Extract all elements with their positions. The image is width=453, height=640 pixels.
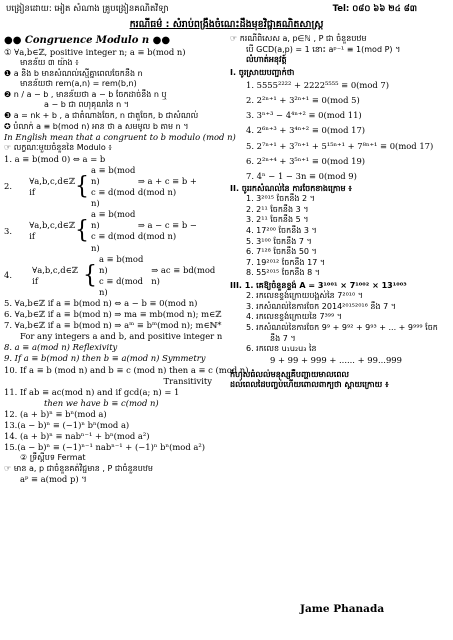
english-meaning-line: In English mean that a congruent to b modulo (mod n) [4, 132, 236, 143]
condition-top: a ≡ b(mod n) [91, 164, 136, 186]
phone-number: Tel: ០៨០ ៦៦ ២៤ ៨៣ [332, 4, 417, 14]
property-13: 13.(a − b)ⁿ ≡ (−1)ⁿ bⁿ(mod a) [4, 420, 130, 430]
property-10-transitive: 10. If a ≡ b (mod n) and b ≡ c (mod n) then a ≡ c (mod n) [4, 364, 249, 375]
property-premise: ∀a,b,c,d∈ℤ if [29, 220, 75, 242]
left-brace-icon: { [75, 217, 89, 245]
exercise-2-3: 3. 2¹¹ ចែកនឹង 5 ។ [246, 215, 309, 225]
property-8-reflexivity: 8. a ≡ a(mod n) Reflexivity [4, 342, 118, 353]
property-1: 1. a ≡ b(mod 0) ⇔ a = b [4, 153, 106, 164]
property-premise: ∀a,b,c,d∈ℤ if [29, 175, 75, 198]
property-14: 14. (a + b)ⁿ ≡ nabⁿ⁻¹ + bⁿ(mod a²) [4, 431, 150, 442]
exercise-3-6-sum: 9 + 99 + 999 + ...... + 99...999 [270, 354, 402, 365]
exercise-3-6: 6. រកលេខ u₁u₂u₃ នៃ [246, 344, 317, 354]
exercises-heading: លំហាត់អនុវត្ត៍ [246, 55, 287, 65]
property-2 [4, 165, 222, 209]
page-title [0, 18, 453, 32]
section-title-congruence: ●● Congruence Modulo n ●● [4, 35, 171, 46]
read-as-line: ✪ បំលាក់ a ≡ b(mod n) អាន ថា a សមមូល b តាម n ។ [4, 121, 189, 131]
meaning-2-cont-line: a − b ជា ពហុគុណនៃ n ។ [44, 100, 130, 110]
closing-quote-2: ដល់ពេលដៃបញ្ចប់ហើយពោលពាក្យថា ស្តាយក្រោយ ៖ [230, 380, 389, 390]
property-6: 6. ∀a,b∈ℤ if a ≡ b(mod n) ⇒ ma ≡ mb(mod n); m∈ℤ [4, 309, 222, 320]
exercise-3-2: 2. រកលេខខ្ទង់ក្រោយបង្អស់នៃ 7²⁰¹⁰ ។ [246, 291, 364, 301]
fermat-little-line: បើ GCD(a,p) = 1 នោះ aᵖ⁻¹ ≡ 1(mod P) ។ [246, 44, 401, 54]
exercise-1-1: 1. 5555²²²² + 2222⁵⁵⁵⁵ ≡ 0(mod 7) [246, 80, 390, 91]
property-5: 5. ∀a,b∈ℤ if a ≡ b(mod n) ⇔ a − b ≡ 0(mod n) [4, 297, 198, 308]
section-1-heading: I. ចូរស្រាយបញ្ជាក់ថា [230, 67, 295, 77]
exercise-2-1: 1. 3²⁰¹⁵ ចែកនឹង 2 ។ [246, 194, 315, 204]
property-conditions [99, 254, 151, 298]
property-3 [4, 209, 222, 253]
left-column [4, 34, 249, 485]
condition-top: a ≡ b(mod n) [99, 253, 144, 275]
condition-bottom: c ≡ d(mod n) [99, 275, 144, 297]
left-brace-icon: { [83, 261, 98, 289]
properties-heading: ☞ លក្ខណៈមួយចំនួននៃ Modulo ៖ [4, 143, 112, 153]
section-2-heading: II. ចូររកសំណល់នៃ ការចែកខាងក្រោម ៖ [230, 183, 352, 193]
section-3-heading: III. 1. គេឱ្យចំនួនខ្ទង់ A = 3¹⁰⁰¹ × 7¹⁰⁰² × 13¹⁰⁰³ [230, 280, 407, 290]
exercise-2-6: 6. 7¹²⁸ ចែកនឹង 50 ។ [246, 247, 317, 257]
meaning-3-line: ❸ a = nk + b , a ជាតំណាងចែក, n ជាតួចែក, b ជាសំណល់ [4, 111, 199, 121]
property-premise: ∀a,b,c,d∈ℤ if [32, 264, 78, 286]
property-conclusion: ⇒ a − c ≡ b − d(mod n) [137, 220, 197, 242]
exercise-1-2: 2. 2²ⁿ⁺¹ + 3²ⁿ⁺¹ ≡ 0(mod 5) [246, 95, 360, 106]
property-15: 15.(a − b)ⁿ ≡ (−1)ⁿ⁻¹ nabⁿ⁻¹ + (−1)ⁿ bⁿ(mod a²) [4, 442, 205, 453]
property-7: 7. ∀a,b∈ℤ if a ≡ b(mod n) ⇒ aᵐ ≡ bᵐ(mod n); m∈ℕ* [4, 320, 222, 331]
meaning-1-rem-line: មានន័យថា rem(a,n) = rem(b,n) [20, 79, 137, 89]
special-case-line: ☞ ករណីពិសេស a, p∈ℕ , P ជា ចំនួនបឋម [230, 34, 367, 43]
condition-top: a ≡ b(mod n) [91, 209, 136, 231]
property-conclusion: ⇒ a + c ≡ b + d(mod n) [137, 175, 197, 198]
exercise-1-6: 6. 2²ⁿ⁺⁴ + 3⁵ⁿ⁺¹ ≡ 0(mod 19) [246, 155, 366, 166]
fermat-statement: ☞ មាន a, p ជាចំនួនគត់វិជ្ជមាន , P ជាចំនួនបឋម [4, 463, 153, 473]
meaning-2-line: ❷ n / a − b , មានន័យថា a − b ចែកដាច់នឹង n ឬ [4, 89, 167, 99]
exercise-2-8: 8. 55²⁰¹⁵ ចែកនឹង 8 ។ [246, 268, 321, 278]
exercise-1-4: 4. 2⁶ⁿ⁺³ + 3⁴ⁿ⁺² ≡ 0(mod 17) [246, 125, 366, 136]
exercise-3-3: 3. រកសំណល់នៃការចែក 2014²⁰¹⁵²⁰¹⁶ នឹង 7 ។ [246, 301, 396, 311]
property-number: 2. [4, 181, 12, 192]
exercise-3-5: 5. រកសំណល់នៃការចែក 9⁹ + 9⁹² + 9⁹³ + ... + 9⁹⁹⁹ ចែក [246, 322, 438, 332]
property-11-conclusion: then we have b ≡ c(mod n) [44, 397, 159, 408]
property-4 [4, 254, 222, 298]
exercise-2-2: 2. 2¹¹ ចែកនឹង 3 ។ [246, 204, 309, 214]
property-11: 11. If ab ≡ ac(mod n) and if gcd(a; n) = 1 [4, 386, 180, 397]
teacher-credit: បង្រៀនដោយ: អៀត សំណាង គ្រូបង្រៀនគណិតវិទ្យា [6, 4, 169, 14]
transitivity-label: Transitivity [163, 375, 212, 386]
closing-quote-1: កំហុសធំលល់មនុស្សគឺបញ្ហាយមាលពេល [230, 369, 350, 379]
page-header [6, 4, 447, 18]
property-conditions [91, 209, 138, 253]
exercise-1-7: 7. 4ⁿ − 1 − 3n ≡ 0(mod 9) [246, 170, 357, 181]
definition-line: ① ∀a,b∈ℤ, positive integer n; a ≡ b(mod n) [4, 47, 186, 58]
left-brace-icon: { [75, 172, 89, 201]
fermat-theorem-heading: ② ទ្រឹស្តីបទ Fermat [20, 453, 86, 463]
property-conditions [91, 165, 138, 209]
property-12: 12. (a + b)ⁿ ≡ bⁿ(mod a) [4, 408, 107, 419]
exercise-3-5-cont: នឹង 7 ។ [270, 333, 296, 343]
property-number: 3. [4, 225, 12, 236]
property-number: 4. [4, 270, 12, 281]
exercise-2-5: 5. 3¹⁰⁰ ចែកនឹង 7 ។ [246, 236, 312, 246]
exercise-2-7: 7. 19²⁰¹² ចែកនឹង 17 ។ [246, 257, 326, 267]
exercise-2-4: 4. 17²⁰⁰ ចែកនឹង 3 ។ [246, 226, 317, 236]
right-column [230, 34, 450, 391]
property-9-symmetry: 9. If a ≡ b(mod n) then b ≡ a(mod n) Symmetry [4, 353, 206, 364]
condition-bottom: c ≡ d(mod n) [91, 187, 136, 209]
fermat-formula: aᵖ ≡ a(mod p) ។ [20, 474, 87, 485]
author-name: Jame Phanada [300, 603, 385, 615]
meaning-line: មានន័យ ៣ យ៉ាង ៖ [20, 58, 79, 68]
property-conclusion: ⇒ ac ≡ bd(mod n) [151, 264, 216, 286]
exercise-1-5: 5. 2⁷ⁿ⁺¹ + 3⁷ⁿ⁺¹ + 5¹⁵ⁿ⁺¹ + 7⁸ⁿ⁺¹ ≡ 0(mod 17) [246, 140, 434, 151]
condition-bottom: c ≡ d(mod n) [91, 231, 136, 253]
exercise-1-3: 3. 3ⁿ⁺³ − 4⁴ⁿ⁺² ≡ 0(mod 11) [246, 110, 362, 121]
english-intro-line: For any integers a and b, and positive integer n [20, 331, 223, 342]
exercise-3-4: 4. រកលេខខ្ទង់ក្រោយនៃ 7³⁹⁹ ។ [246, 312, 343, 322]
page-title-text: ករណីធម៌ : សំរាប់ពង្រឹងចំណេះដឹងមុខវិជ្ជាគណិតសាស្ត្រ [129, 19, 324, 30]
meaning-1-line: ❶ a និង b មានសំណល់ស្មើគ្នាពេលចែកនឹង n [4, 68, 143, 78]
